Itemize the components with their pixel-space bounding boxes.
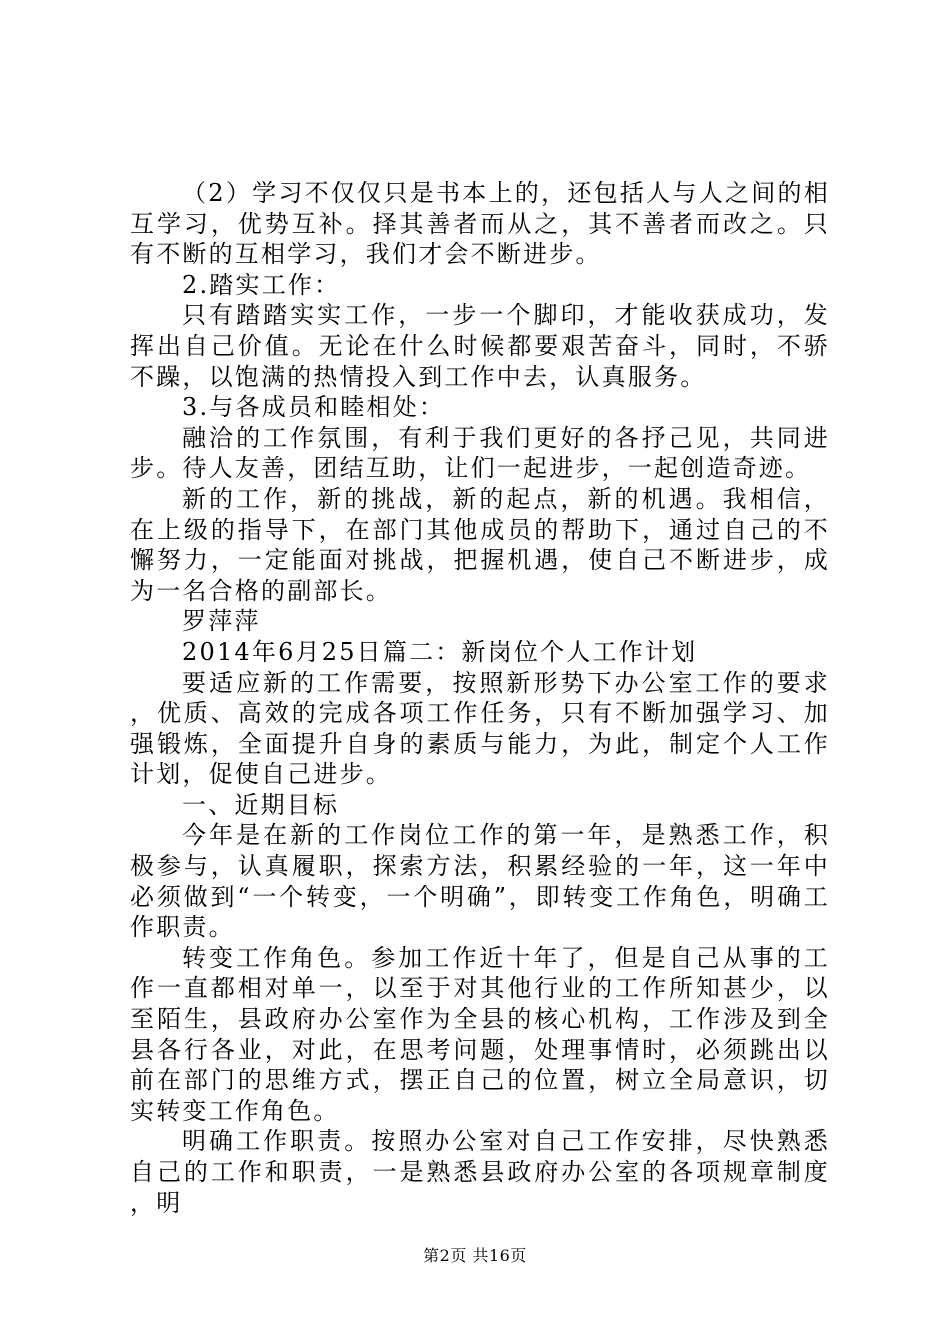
paragraph-change-role: 转变工作角色。参加工作近十年了，但是自己从事的工作一直都相对单一，以至于对其他行业的工作所知甚少，以至陌生，县政府办公室作为全县的核心机构，工作涉及到全县各行各业，对此，在思考问题，处理事情时，必须跳出以前在部门的思维方式，摆正自己的位置，树立全局意识，切实转变工作角色。 [130,943,830,1125]
paragraph-first-year: 今年是在新的工作岗位工作的第一年，是熟悉工作，积极参与，认真履职，探索方法，积累经验的一年，这一年中必须做到“一个转变，一个明确”，即转变工作角色，明确工作职责。 [130,821,830,942]
paragraph-practical-work: 只有踏踏实实工作，一步一个脚印，才能收获成功，发挥出自己价值。无论在什么时候都要艰苦奋斗，同时，不骄不躁，以饱满的热情投入到工作中去，认真服务。 [130,301,830,391]
paragraph-new-work: 新的工作，新的挑战，新的起点，新的机遇。我相信，在上级的指导下，在部门其他成员的帮助下，通过自己的不懈努力，一定能面对挑战，把握机遇，使自己不断进步，成为一名合格的副部长。 [130,484,830,605]
document-body [130,178,830,1218]
heading-practical-work: 2.踏实工作： [182,270,341,299]
paragraph-intro-plan: 要适应新的工作需要，按照新形势下办公室工作的要求，优质、高效的完成各项工作任务，只有不断加强学习、加强锻炼，全面提升自身的素质与能力，为此，制定个人工作计划，促使自己进步。 [130,668,830,789]
heading-near-term-goals: 一、近期目标 [182,790,340,819]
paragraph-learning: （2）学习不仅仅只是书本上的，还包括人与人之间的相互学习，优势互补。择其善者而从之，其不善者而改之。只有不断的互相学习，我们才会不断进步。 [130,179,830,269]
signature-name: 罗萍萍 [182,607,261,636]
heading-get-along: 3.与各成员和睦相处： [182,393,446,422]
paragraph-get-along: 融洽的工作氛围，有利于我们更好的各抒己见，共同进步。待人友善，团结互助，让们一起进步，一起创造奇迹。 [130,423,830,483]
paragraph-clarify-duties: 明确工作职责。按照办公室对自己工作安排，尽快熟悉自己的工作和职责，一是熟悉县政府办公室的各项规章制度，明 [130,1127,830,1217]
page-footer: 第2页 共16页 [423,1246,527,1265]
date-and-part-two-title: 2014年6月25日篇二：新岗位个人工作计划 [182,637,698,666]
